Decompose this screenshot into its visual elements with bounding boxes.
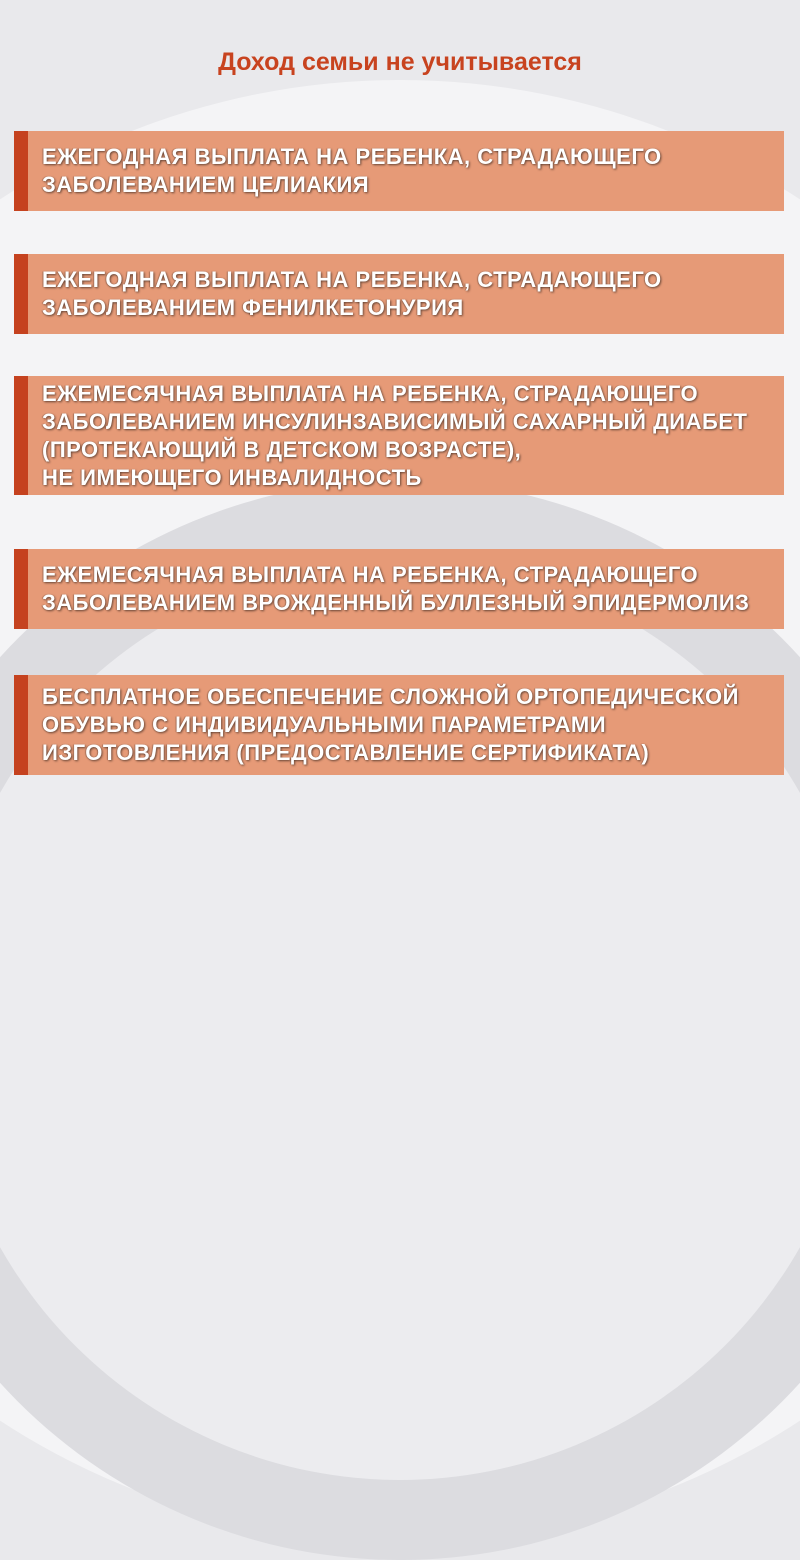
benefit-card-text: ЕЖЕМЕСЯЧНАЯ ВЫПЛАТА НА РЕБЕНКА, СТРАДАЮЩЕГО ЗАБОЛЕВАНИЕМ ИНСУЛИНЗАВИСИМЫЙ САХАРНЫЙ ДИАБЕТ (ПРОТЕКАЮЩИЙ В ДЕТСКОМ ВОЗРАСТЕ), НЕ ИМЕЮЩЕГО ИНВАЛИДНОСТЬ: [42, 380, 748, 490]
page-title: Доход семьи не учитывается: [218, 48, 582, 76]
benefit-card-diabetes: [14, 376, 784, 495]
benefit-card-celiac: [14, 131, 784, 211]
benefit-card-text: ЕЖЕМЕСЯЧНАЯ ВЫПЛАТА НА РЕБЕНКА, СТРАДАЮЩЕГО ЗАБОЛЕВАНИЕМ ВРОЖДЕННЫЙ БУЛЛЕЗНЫЙ ЭПИДЕРМОЛИЗ: [42, 562, 750, 615]
benefit-card-text: ЕЖЕГОДНАЯ ВЫПЛАТА НА РЕБЕНКА, СТРАДАЮЩЕГО ЗАБОЛЕВАНИЕМ ФЕНИЛКЕТОНУРИЯ: [42, 267, 662, 320]
benefit-card-epidermolysis: [14, 549, 784, 629]
benefit-card-text: БЕСПЛАТНОЕ ОБЕСПЕЧЕНИЕ СЛОЖНОЙ ОРТОПЕДИЧЕСКОЙ ОБУВЬЮ С ИНДИВИДУАЛЬНЫМИ ПАРАМЕТРАМИ ИЗГОТОВЛЕНИЯ (ПРЕДОСТАВЛЕНИЕ СЕРТИФИКАТА): [42, 684, 739, 765]
benefit-card-orthopedic-shoes: [14, 675, 784, 775]
benefit-card-phenylketonuria: [14, 254, 784, 334]
benefit-card-text: ЕЖЕГОДНАЯ ВЫПЛАТА НА РЕБЕНКА, СТРАДАЮЩЕГО ЗАБОЛЕВАНИЕМ ЦЕЛИАКИЯ: [42, 144, 662, 197]
